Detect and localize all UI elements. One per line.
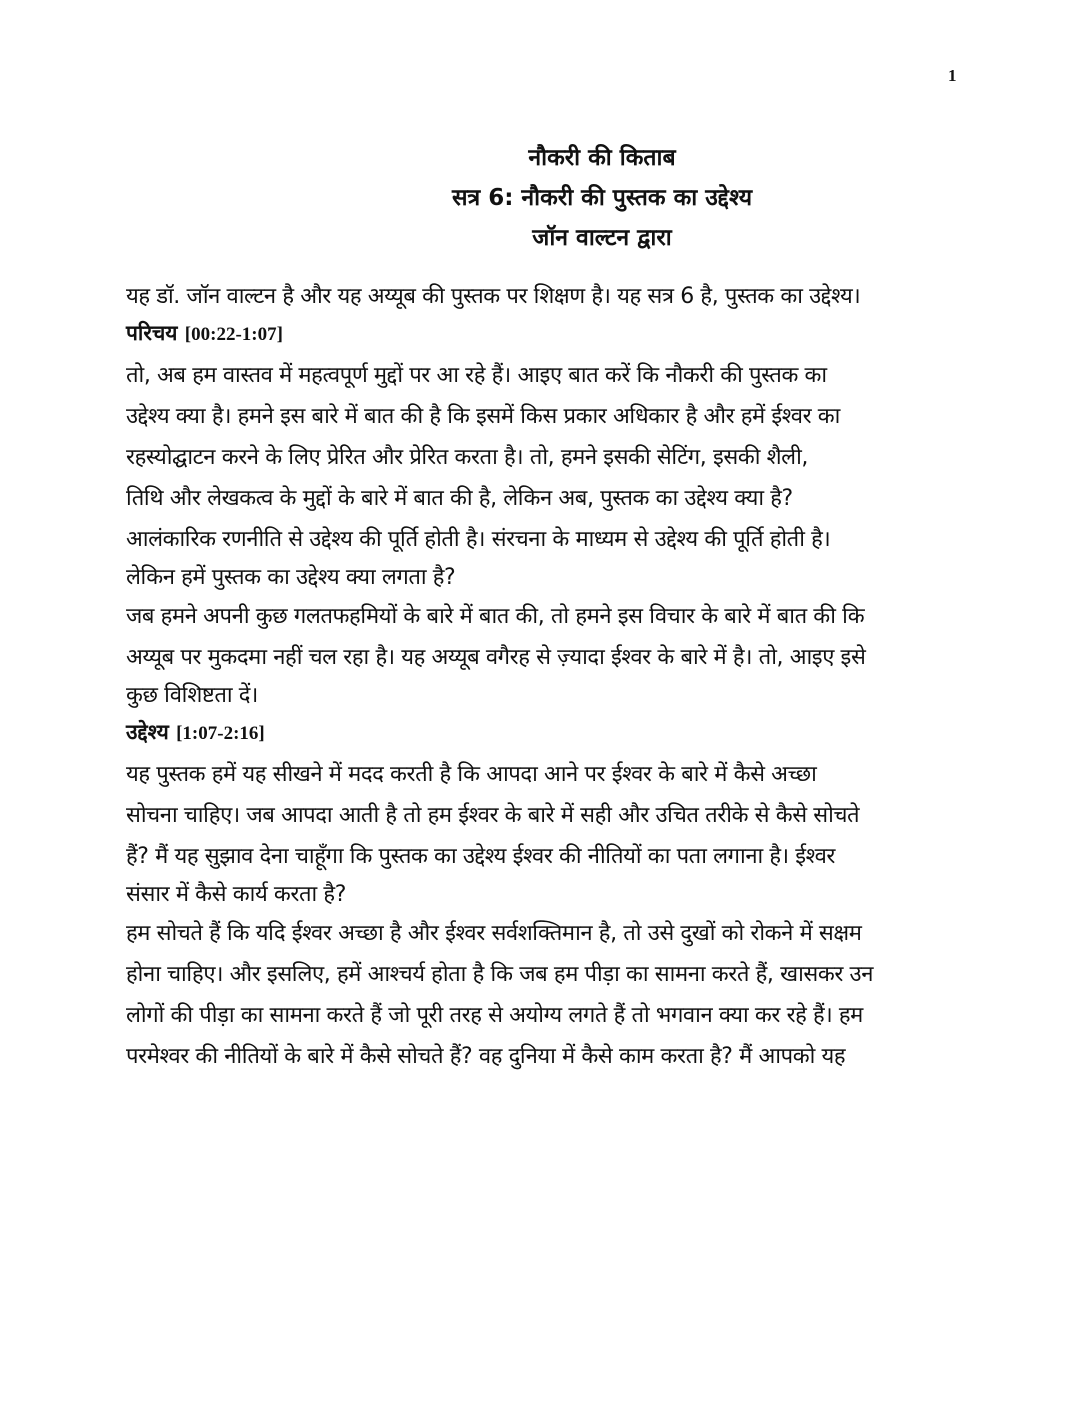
section-heading-purpose — [126, 714, 971, 750]
paragraph-line: यह पुस्तक हमें यह सीखने में मदद करती है कि आपदा आने पर ईश्वर के बारे में कैसे अच्छा — [126, 762, 817, 787]
session-title: सत्र 6: नौकरी की पुस्तक का उद्देश्य — [451, 185, 753, 211]
author-line: जॉन वाल्टन द्वारा — [532, 225, 672, 251]
paragraph-line: हैं? मैं यह सुझाव देना चाहूँगा कि पुस्तक का उद्देश्य ईश्वर की नीतियों का पता लगाना है। ईश्वर — [126, 844, 836, 869]
paragraph-line: कुछ विशिष्टता दें। — [126, 683, 258, 708]
paragraph-line: होना चाहिए। और इसलिए, हमें आश्चर्य होता है कि जब हम पीड़ा का सामना करते हैं, खासकर उन — [126, 962, 874, 987]
paragraph-line: सोचना चाहिए। जब आपदा आती है तो हम ईश्वर के बारे में सही और उचित तरीके से कैसे सोचते — [126, 803, 860, 828]
page-number: 1 — [948, 66, 957, 85]
document-body — [126, 279, 971, 1077]
paragraph — [126, 754, 971, 913]
paragraph-line: लोगों की पीड़ा का सामना करते हैं जो पूरी तरह से अयोग्य लगते हैं तो भगवान क्या कर रहे हैं। हम — [126, 1003, 863, 1028]
paragraph-line: रहस्योद्घाटन करने के लिए प्रेरित और प्रेरित करता है। तो, हमने इसकी सेटिंग, इसकी शैली, — [126, 445, 808, 470]
paragraph-line: उद्देश्य क्या है। हमने इस बारे में बात की है कि इसमें किस प्रकार अधिकार है और हमें ईश्वर का — [126, 404, 840, 429]
document-title: नौकरी की किताब — [528, 145, 676, 171]
section-timestamp: [00:22-1:07] — [184, 324, 283, 345]
section-timestamp: [1:07-2:16] — [176, 723, 265, 744]
paragraph-line: लेकिन हमें पुस्तक का उद्देश्य क्या लगता है? — [126, 565, 456, 590]
paragraph — [126, 355, 971, 596]
paragraph-line: तिथि और लेखकत्व के मुद्दों के बारे में बात की है, लेकिन अब, पुस्तक का उद्देश्य क्या है? — [126, 486, 793, 511]
paragraph-line: तो, अब हम वास्तव में महत्वपूर्ण मुद्दों पर आ रहे हैं। आइए बात करें कि नौकरी की पुस्तक का — [126, 363, 827, 388]
paragraph-line: हम सोचते हैं कि यदि ईश्वर अच्छा है और ईश्वर सर्वशक्तिमान है, तो उसे दुखों को रोकने में सक्षम — [126, 921, 862, 946]
section-heading-text: उद्देश्य — [126, 720, 169, 744]
paragraph — [126, 913, 971, 1077]
paragraph-line: आलंकारिक रणनीति से उद्देश्य की पूर्ति होती है। संरचना के माध्यम से उद्देश्य की पूर्ति होती है। — [126, 527, 831, 552]
paragraph-line: जब हमने अपनी कुछ गलतफहमियों के बारे में बात की, तो हमने इस विचार के बारे में बात की कि — [126, 604, 865, 629]
paragraph-line: संसार में कैसे कार्य करता है? — [126, 882, 346, 907]
section-heading-intro — [126, 315, 971, 351]
paragraph-line: अय्यूब पर मुकदमा नहीं चल रहा है। यह अय्यूब वगैरह से ज़्यादा ईश्वर के बारे में है। तो, आइए इसे — [126, 645, 866, 670]
section-heading-text: परिचय — [126, 321, 178, 345]
paragraph — [126, 596, 971, 714]
intro-line: यह डॉ. जॉन वाल्टन है और यह अय्यूब की पुस्तक पर शिक्षण है। यह सत्र 6 है, पुस्तक का उद्देश्य। — [126, 284, 861, 309]
paragraph-line: परमेश्वर की नीतियों के बारे में कैसे सोचते हैं? वह दुनिया में कैसे काम करता है? मैं आपको यह — [126, 1044, 846, 1069]
document-title-block — [0, 138, 1088, 258]
